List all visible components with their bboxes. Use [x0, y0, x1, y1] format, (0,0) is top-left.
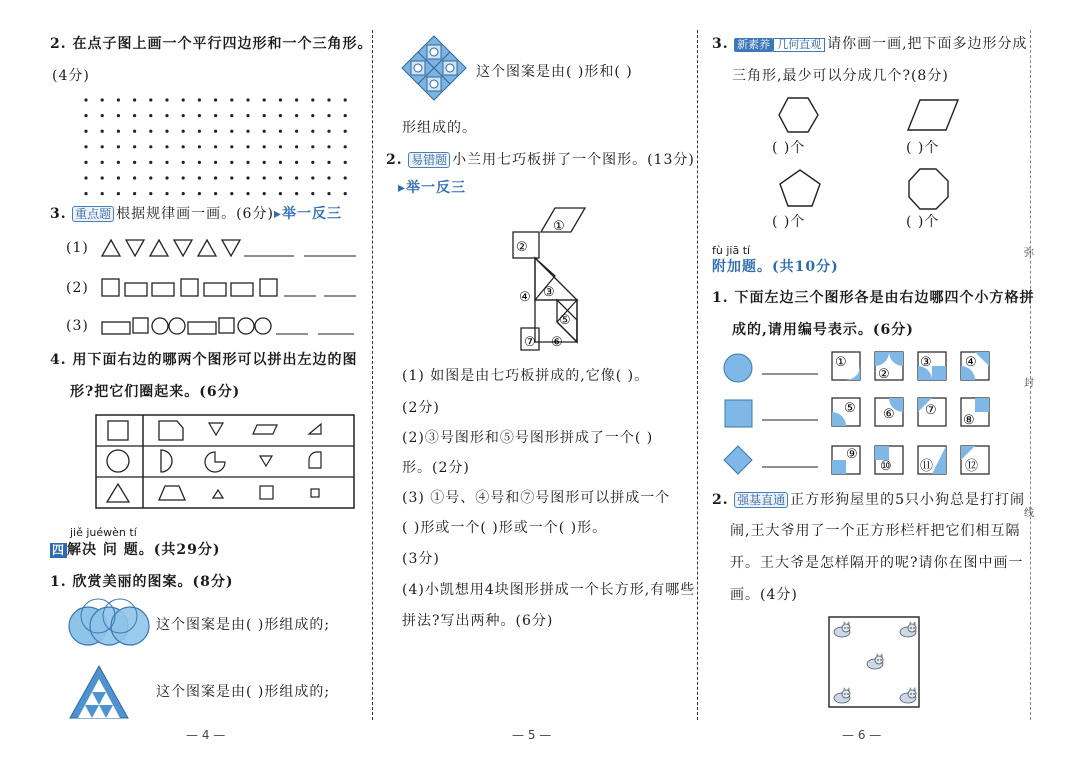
col3-q3-title: 3. 新素养 几何直观 请你画一画,把下面多边形分成	[712, 36, 1028, 52]
grid-dot[interactable]	[295, 114, 298, 117]
grid-dot[interactable]	[117, 145, 120, 148]
polygon-octagon[interactable]	[908, 168, 950, 210]
f2-line-c: 开。王大爷是怎样隔开的呢?请你在图中画一	[730, 555, 1024, 571]
column-divider-2	[697, 30, 698, 720]
grid-dot[interactable]	[198, 145, 201, 148]
extra-title: 附加题。(共10分)	[712, 259, 839, 275]
grid-dot[interactable]	[133, 176, 136, 179]
grid-dot[interactable]	[230, 130, 233, 133]
grid-dot[interactable]	[295, 161, 298, 164]
grid-dot[interactable]	[246, 114, 249, 117]
grid-dot[interactable]	[214, 145, 217, 148]
grid-dot[interactable]	[165, 145, 168, 148]
grid-dot[interactable]	[344, 161, 347, 164]
grid-dot[interactable]	[198, 130, 201, 133]
q4-line-1: 4. 用下面右边的哪两个图形可以拼出左边的图	[50, 352, 358, 368]
blank-hexagon[interactable]: ( )个	[772, 140, 806, 156]
grid-dot[interactable]	[230, 176, 233, 179]
tile-6: ⑥	[883, 407, 895, 422]
grid-dot[interactable]	[84, 192, 87, 195]
grid-dot[interactable]	[246, 192, 249, 195]
triangles-pattern	[68, 664, 130, 720]
polygon-pentagon[interactable]	[778, 168, 822, 208]
grid-dot[interactable]	[149, 176, 152, 179]
grid-dot[interactable]	[133, 130, 136, 133]
tile-4: ④	[965, 355, 977, 370]
sub2-line-b: 形。(2分)	[402, 460, 470, 476]
tile-2: ②	[878, 367, 890, 382]
grid-dot[interactable]	[182, 98, 185, 101]
grid-dot[interactable]	[246, 130, 249, 133]
grid-dot[interactable]	[117, 192, 120, 195]
pattern-row-2-label: (2)	[66, 280, 89, 296]
dot-grid[interactable]	[82, 94, 382, 204]
grid-dot[interactable]	[327, 192, 330, 195]
grid-dot[interactable]	[263, 161, 266, 164]
grid-dot[interactable]	[263, 192, 266, 195]
tile-3: ③	[920, 355, 932, 370]
dog-house[interactable]	[828, 616, 922, 710]
sub4-line-b: 拼法?写出两种。(6分)	[402, 613, 554, 629]
grid-dot[interactable]	[344, 98, 347, 101]
tile-10: ⑩	[880, 459, 892, 474]
grid-dot[interactable]	[101, 114, 104, 117]
grid-dot[interactable]	[327, 161, 330, 164]
grid-dot[interactable]	[311, 130, 314, 133]
grid-dot[interactable]	[117, 161, 120, 164]
grid-dot[interactable]	[246, 145, 249, 148]
page-number-5: — 5 —	[512, 728, 552, 742]
section-4-title: 四 解决 问 题。(共29分)	[52, 542, 221, 558]
grid-dot[interactable]	[344, 145, 347, 148]
q1-title: 1. 欣赏美丽的图案。(8分)	[50, 574, 234, 590]
grid-dot[interactable]	[327, 145, 330, 148]
grid-dot[interactable]	[133, 192, 136, 195]
q3-link[interactable]: ▸举一反三	[273, 206, 342, 222]
grid-dot[interactable]	[311, 192, 314, 195]
grid-dot[interactable]	[84, 114, 87, 117]
grid-dot[interactable]	[149, 192, 152, 195]
grid-dot[interactable]	[101, 98, 104, 101]
sub3-line-c: (3分)	[402, 551, 440, 567]
tangram-label-4: ④	[519, 290, 531, 305]
grid-dot[interactable]	[214, 130, 217, 133]
grid-dot[interactable]	[344, 130, 347, 133]
col2-q2-title: 2. 易错题 小兰用七巧板拼了一个图形。(13分)	[386, 152, 695, 168]
tile-7: ⑦	[925, 403, 937, 418]
side-mark-3: 线	[1024, 508, 1034, 519]
f2-tag: 强基直通	[734, 492, 788, 508]
grid-dot[interactable]	[344, 176, 347, 179]
grid-dot[interactable]	[311, 161, 314, 164]
grid-dot[interactable]	[246, 161, 249, 164]
grid-dot[interactable]	[182, 130, 185, 133]
grid-dot[interactable]	[133, 114, 136, 117]
q3-title: 3. 重点题 根据规律画一画。(6分)▸举一反三	[50, 206, 342, 222]
section-number: 四	[52, 543, 66, 557]
sub4-line-a: (4)小凯想用4块图形拼成一个长方形,有哪些	[402, 582, 696, 598]
q2-title: 2. 在点子图上画一个平行四边形和一个三角形。	[50, 36, 373, 52]
grid-dot[interactable]	[214, 176, 217, 179]
grid-dot[interactable]	[198, 98, 201, 101]
sub2-line-a: (2)③号图形和⑤号图形拼成了一个( )	[402, 430, 654, 446]
grid-dot[interactable]	[198, 114, 201, 117]
grid-dot[interactable]	[311, 176, 314, 179]
q3-tag: 重点题	[72, 206, 114, 222]
tile-8: ⑧	[963, 413, 975, 428]
grid-dot[interactable]	[263, 176, 266, 179]
grid-dot[interactable]	[182, 145, 185, 148]
extra-pinyin: fù jiā tí	[712, 244, 751, 257]
diamond-text-2: 形组成的。	[402, 120, 477, 136]
grid-dot[interactable]	[101, 130, 104, 133]
col3-tag-new: 新素养	[734, 38, 773, 52]
grid-dot[interactable]	[246, 176, 249, 179]
grid-dot[interactable]	[230, 161, 233, 164]
grid-dot[interactable]	[149, 145, 152, 148]
pattern-row-1-label: (1)	[66, 240, 89, 256]
tangram-label-1: ①	[553, 219, 565, 234]
grid-dot[interactable]	[133, 145, 136, 148]
page-number-4: — 4 —	[186, 728, 226, 742]
grid-dot[interactable]	[182, 176, 185, 179]
grid-dot[interactable]	[279, 161, 282, 164]
grid-dot[interactable]	[101, 161, 104, 164]
grid-dot[interactable]	[279, 176, 282, 179]
grid-dot[interactable]	[263, 114, 266, 117]
f1-line-a: 1. 下面左边三个图形各是由右边哪四个小方格拼	[712, 290, 1035, 306]
grid-dot[interactable]	[165, 161, 168, 164]
section-pinyin: jiě juéwèn tí	[70, 526, 137, 539]
grid-dot[interactable]	[214, 114, 217, 117]
grid-dot[interactable]	[117, 176, 120, 179]
grid-dot[interactable]	[279, 192, 282, 195]
tangram-label-2: ②	[516, 240, 528, 255]
grid-dot[interactable]	[165, 176, 168, 179]
grid-dot[interactable]	[165, 98, 168, 101]
polygon-parallelogram[interactable]	[906, 98, 960, 134]
diamond-text-1: 这个图案是由( )形和( )	[476, 64, 633, 80]
grid-dot[interactable]	[117, 130, 120, 133]
col3-q3-line-b: 三角形,最少可以分成几个?(8分)	[732, 68, 949, 84]
page-number-6: — 6 —	[842, 728, 882, 742]
col3-tag-geo: 几何直观	[773, 38, 825, 52]
grid-dot[interactable]	[230, 114, 233, 117]
grid-dot[interactable]	[295, 130, 298, 133]
grid-dot[interactable]	[327, 98, 330, 101]
grid-dot[interactable]	[263, 130, 266, 133]
blank-octagon[interactable]: ( )个	[906, 214, 940, 230]
f2-line-b: 闹,王大爷用了一个正方形栏杆把它们相互隔	[730, 523, 1021, 539]
tangram-label-5: ⑤	[559, 313, 571, 328]
grid-dot[interactable]	[198, 192, 201, 195]
grid-dot[interactable]	[295, 145, 298, 148]
pattern-row-3	[100, 314, 360, 338]
grid-dot[interactable]	[263, 145, 266, 148]
tangram-rabbit	[505, 204, 605, 354]
grid-dot[interactable]	[344, 114, 347, 117]
pattern-row-2	[100, 276, 360, 300]
grid-dot[interactable]	[84, 98, 87, 101]
grid-dot[interactable]	[230, 145, 233, 148]
tangram-label-7: ⑦	[524, 335, 536, 350]
grid-dot[interactable]	[101, 145, 104, 148]
grid-dot[interactable]	[279, 114, 282, 117]
grid-dot[interactable]	[246, 98, 249, 101]
grid-dot[interactable]	[133, 161, 136, 164]
sub3-line-b: ( )形或一个( )形或一个( )形。	[402, 520, 608, 536]
circles-pattern	[68, 598, 150, 650]
grid-dot[interactable]	[214, 192, 217, 195]
grid-dot[interactable]	[344, 192, 347, 195]
grid-dot[interactable]	[84, 161, 87, 164]
grid-dot[interactable]	[214, 161, 217, 164]
q4-shape-table[interactable]	[95, 414, 357, 510]
grid-dot[interactable]	[165, 192, 168, 195]
grid-dot[interactable]	[165, 114, 168, 117]
grid-dot[interactable]	[84, 130, 87, 133]
grid-dot[interactable]	[84, 145, 87, 148]
grid-dot[interactable]	[117, 114, 120, 117]
col2-q2-link[interactable]: ▸举一反三	[398, 180, 467, 196]
pattern-row-1	[100, 236, 360, 260]
pattern-1-text: 这个图案是由( )形组成的;	[156, 617, 331, 633]
grid-dot[interactable]	[279, 145, 282, 148]
grid-dot[interactable]	[182, 192, 185, 195]
q4-line-2: 形?把它们圈起来。(6分)	[70, 384, 241, 400]
grid-dot[interactable]	[263, 98, 266, 101]
grid-dot[interactable]	[101, 176, 104, 179]
grid-dot[interactable]	[279, 130, 282, 133]
tile-5: ⑤	[844, 401, 856, 416]
polygon-hexagon[interactable]	[778, 96, 820, 136]
tile-9: ⑨	[846, 447, 858, 462]
grid-dot[interactable]	[311, 114, 314, 117]
blank-parallelogram[interactable]: ( )个	[906, 140, 940, 156]
side-mark-1: 弥	[1024, 248, 1034, 259]
tile-11: ⑪	[920, 459, 934, 474]
grid-dot[interactable]	[149, 161, 152, 164]
grid-dot[interactable]	[198, 176, 201, 179]
grid-dot[interactable]	[182, 161, 185, 164]
grid-dot[interactable]	[230, 98, 233, 101]
blank-pentagon[interactable]: ( )个	[772, 214, 806, 230]
diamond-pattern	[400, 34, 468, 102]
tangram-label-6: ⑥	[551, 335, 563, 350]
grid-dot[interactable]	[198, 161, 201, 164]
side-mark-2: 封	[1024, 378, 1034, 389]
grid-dot[interactable]	[182, 114, 185, 117]
grid-dot[interactable]	[279, 98, 282, 101]
grid-dot[interactable]	[133, 98, 136, 101]
grid-dot[interactable]	[295, 192, 298, 195]
tile-puzzle[interactable]	[720, 350, 1000, 480]
pattern-row-3-label: (3)	[66, 318, 89, 334]
grid-dot[interactable]	[117, 98, 120, 101]
tangram-label-3: ③	[543, 285, 555, 300]
f2-line-d: 画。(4分)	[730, 587, 798, 603]
f2-line-a: 2. 强基直通 正方形狗屋里的5只小狗总是打打闹	[712, 492, 1026, 508]
grid-dot[interactable]	[149, 130, 152, 133]
grid-dot[interactable]	[149, 98, 152, 101]
sub1-line-b: (2分)	[402, 400, 440, 416]
grid-dot[interactable]	[84, 176, 87, 179]
grid-dot[interactable]	[295, 98, 298, 101]
tile-1: ①	[835, 355, 847, 370]
pattern-2-text: 这个图案是由( )形组成的;	[156, 684, 331, 700]
grid-dot[interactable]	[101, 192, 104, 195]
grid-dot[interactable]	[327, 176, 330, 179]
sub3-line-a: (3) ①号、④号和⑦号图形可以拼成一个	[402, 490, 671, 506]
grid-dot[interactable]	[149, 114, 152, 117]
col2-q2-tag: 易错题	[408, 152, 450, 168]
grid-dot[interactable]	[165, 130, 168, 133]
tile-12: ⑫	[965, 459, 979, 474]
grid-dot[interactable]	[311, 145, 314, 148]
q2-score: (4分)	[52, 68, 90, 84]
grid-dot[interactable]	[295, 176, 298, 179]
grid-dot[interactable]	[214, 98, 217, 101]
sub1-line-a: (1) 如图是由七巧板拼成的,它像( )。	[402, 368, 650, 384]
grid-dot[interactable]	[327, 114, 330, 117]
grid-dot[interactable]	[327, 130, 330, 133]
grid-dot[interactable]	[230, 192, 233, 195]
grid-dot[interactable]	[311, 98, 314, 101]
f1-line-b: 成的,请用编号表示。(6分)	[732, 322, 914, 338]
